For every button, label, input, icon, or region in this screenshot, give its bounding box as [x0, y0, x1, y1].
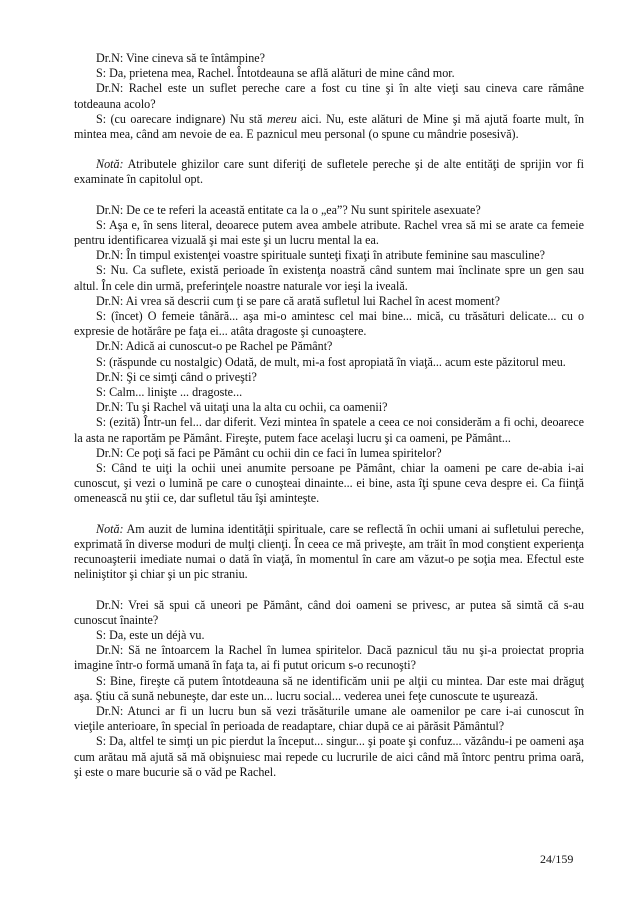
paragraph	[74, 157, 584, 187]
paragraph-text: S: Când te uiţi la ochii unei anumite persoane pe Pământ, chiar la oameni pe care de-abia i-ai cunoscut, şi vezi o lumină pe care o cunoşteai dinainte... ei bine, asta îţi spune ceva despre ei. Ca fiinţă omenească nu ştii ce, dar sufletul tău îşi aminteşte.	[74, 461, 584, 506]
italic-text: Notă:	[96, 157, 124, 172]
paragraph	[74, 674, 584, 704]
paragraph	[74, 628, 584, 643]
paragraph-text: Dr.N: Şi ce simţi când o priveşti?	[96, 369, 257, 384]
paragraph-text: Dr.N: Să ne întoarcem la Rachel în lumea spiritelor. Dacă paznicul tău nu şi-a proiectat propria imagine într-o formă umană în faţa ta, ai fi putut oricum s-o recunoşti?	[74, 643, 584, 673]
paragraph-text: S: Bine, fireşte că putem întotdeauna să ne identificăm unii pe alţii cu mintea. Dar este mai drăguţ aşa. Ştiu că sună nebuneşte, dar este un... lucru social... vederea unei feţe cunoscute te uşurează.	[74, 673, 584, 703]
paragraph	[74, 734, 584, 780]
paragraph-text: S: Aşa e, în sens literal, deoarece putem avea ambele atribute. Rachel vrea să mi se arate ca femeie pentru identificarea vizuală şi mai este şi un lucru mental la ea.	[74, 217, 584, 248]
paragraph	[74, 66, 584, 81]
paragraph-text: S: (răspunde cu nostalgic) Odată, de mult, mi-a fost apropiată în viaţă... acum este păzitorul meu.	[96, 354, 566, 369]
paragraph-text: S: Calm... linişte ... dragoste...	[96, 385, 243, 400]
paragraph	[74, 385, 584, 400]
paragraph	[74, 446, 584, 461]
paragraph	[74, 355, 584, 370]
paragraph-text: S: Da, este un déjà vu.	[96, 627, 205, 642]
paragraph-text: Am auzit de lumina identităţii spirituale, care se reflectă în ochii umani ai sufletului pereche, exprimată în diverse moduri de mulţi clienţi. În ceea ce mă priveşte, am trăit în mod conştient experienţa recunoaşterii imediate numai o dată în viaţă, în momentul în care am văzut-o pe soţia mea. Efectul este neliniştitor şi chiar şi un pic straniu.	[74, 521, 584, 582]
paragraph-text: Dr.N: De ce te referi la această entitate ca la o „ea”? Nu sunt spiritele asexuate?	[96, 202, 481, 217]
paragraph	[74, 415, 584, 445]
paragraph	[74, 218, 584, 248]
paragraph-text: Dr.N: Adică ai cunoscut-o pe Rachel pe Pământ?	[96, 339, 333, 354]
paragraph	[74, 248, 584, 263]
italic-text: mereu	[266, 111, 297, 126]
paragraph-text: S: (încet) O femeie tânără... aşa mi-o amintesc cel mai bine... mică, cu trăsături delicate... cu o expresie de hotărâre pe faţa ei... atâta dragoste şi cunoaştere.	[74, 309, 584, 339]
paragraph-text: Dr.N: Rachel este un suflet pereche care a fost cu tine şi în alte vieţi sau cineva care rămâne totdeauna acolo?	[74, 81, 584, 111]
paragraph	[74, 51, 584, 66]
paragraph-text: S: Nu. Ca suflete, există perioade în existenţa noastră când suntem mai înclinate spre un gen sau altul. În cele din urmă, preferinţele noastre naturale vor ieşi la iveală.	[74, 263, 584, 293]
paragraph	[74, 339, 584, 354]
paragraph-text: Dr.N: Atunci ar fi un lucru bun să vezi trăsăturile umane ale oamenilor pe care i-ai cunoscut în vieţile anterioare, în special în perioada de readaptare, chiar după ce ai părăsit Pământul?	[74, 703, 584, 734]
paragraph-text: Dr.N: Vine cineva să te întâmpine?	[96, 51, 265, 65]
paragraph-text: Dr.N: Ai vrea să descrii cum ţi se pare că arată sufletul lui Rachel în acest moment?	[96, 293, 500, 308]
paragraph	[74, 461, 584, 507]
paragraph-text: Dr.N: Vrei să spui că uneori pe Pământ, când doi oameni se privesc, ar putea să simtă că s-au cunoscut înainte?	[74, 597, 584, 627]
paragraph-text: Dr.N: În timpul existenţei voastre spirituale sunteţi fixaţi în atribute feminine sau masculine?	[96, 248, 546, 263]
paragraph	[74, 112, 584, 142]
paragraph	[74, 522, 584, 583]
paragraph	[74, 309, 584, 339]
paragraph-text: S: Da, prietena mea, Rachel. Întotdeauna se află alături de mine când mor.	[96, 66, 455, 81]
paragraph	[74, 294, 584, 309]
paragraph-text: aici. Nu, este alături de Mine şi mă ajută foarte mult, în mintea mea, când am nevoie de ea. E paznicul meu personal (o spune cu mândrie posesivă).	[74, 111, 585, 142]
paragraph-text: Dr.N: Ce poţi să faci pe Pământ cu ochii din ce faci în lumea spiritelor?	[96, 445, 442, 460]
paragraph	[74, 643, 584, 673]
paragraph-text: Dr.N: Tu şi Rachel vă uitaţi una la alta cu ochii, ca oamenii?	[96, 400, 388, 415]
paragraph	[74, 370, 584, 385]
page-body	[74, 51, 584, 780]
paragraph-text: Atributele ghizilor care sunt diferiţi de sufletele pereche şi de alte entităţi de sprijin vor fi examinate în capitolul opt.	[74, 157, 584, 187]
paragraph	[74, 81, 584, 111]
paragraph	[74, 704, 584, 734]
paragraph-text: S: (cu oarecare indignare) Nu stă	[96, 111, 267, 126]
page-number: 24/159	[540, 852, 574, 866]
paragraph	[74, 400, 584, 415]
paragraph-text: S: Da, altfel te simţi un pic pierdut la început... singur... şi poate şi confuz... văzându-i pe oameni aşa cum arătau mă ajută să mă obişnuiesc mai repede cu lucrurile de aici când mă întorc pentru prima oară, şi este o mare bucurie să o văd pe Rachel.	[74, 734, 584, 779]
paragraph-text: S: (ezită) Într-un fel... dar diferit. Vezi mintea în spatele a ceea ce noi considerăm a fi ochi, deoarece la asta ne raportăm pe Pământ. Fireşte, putem face acelaşi lucru şi ca oameni, pe Pământ...	[74, 415, 584, 445]
paragraph	[74, 203, 584, 218]
paragraph	[74, 598, 584, 628]
paragraph	[74, 263, 584, 293]
italic-text: Notă:	[96, 521, 124, 536]
